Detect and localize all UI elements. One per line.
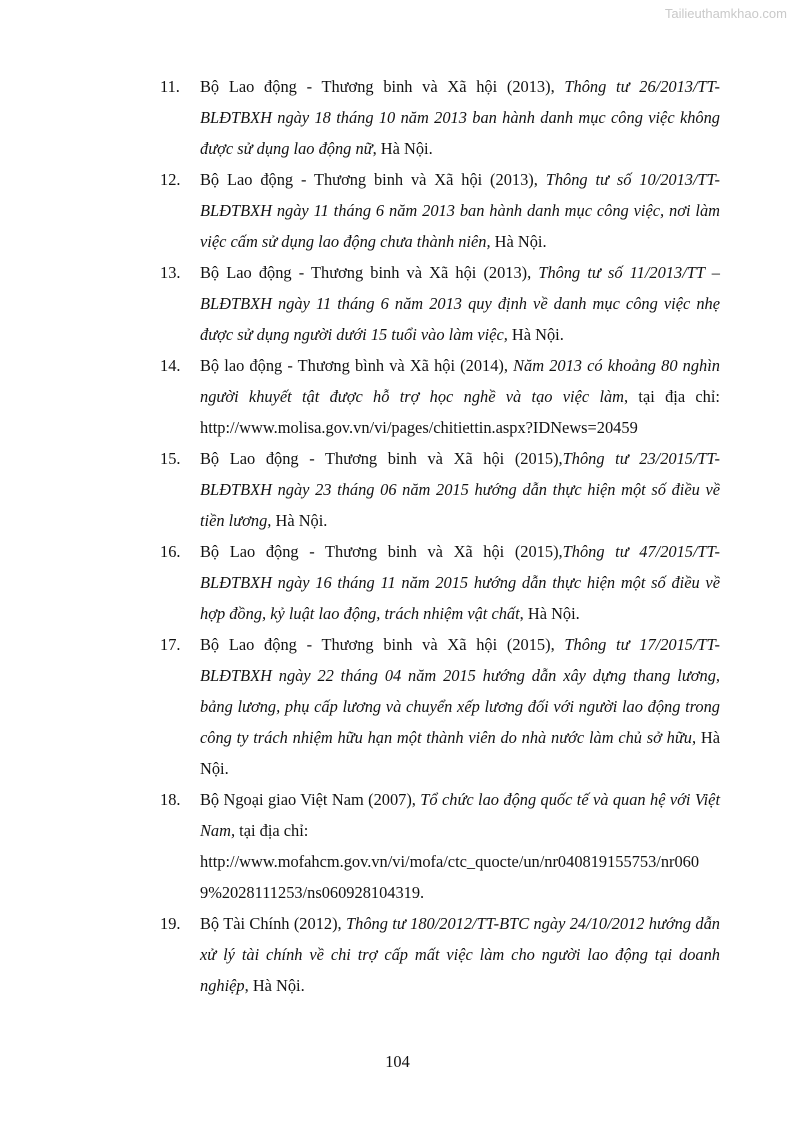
reference-number: 14. — [160, 356, 181, 375]
reference-author: Bộ Lao động - Thương binh và Xã hội (2013), — [200, 77, 565, 96]
reference-title: Thông tư 23/2015/TT-BLĐTBXH ngày 23 tháng 06 năm 2015 hướng dẫn thực hiện một số điều về tiền lương, — [200, 449, 720, 530]
reference-title: Thông tư số 11/2013/TT – BLĐTBXH ngày 11 tháng 6 năm 2013 quy định về danh mục công việc nhẹ được sử dụng người dưới 15 tuổi vào làm việc, — [200, 263, 720, 344]
reference-title: Năm 2013 có khoảng 80 nghìn người khuyết tật được hỗ trợ học nghề và tạo việc làm — [200, 356, 720, 406]
reference-title: Thông tư 17/2015/TT-BLĐTBXH ngày 22 tháng 04 năm 2015 hướng dẫn xây dựng thang lương, bảng lương, phụ cấp lương và chuyển xếp lương đối với người lao động trong công ty trách nhiệm hữu hạn một thành viên do nhà nước làm chủ sở hữu — [200, 635, 720, 747]
reference-item — [160, 257, 720, 350]
watermark: Tailieuthamkhao.com — [664, 6, 787, 21]
reference-item — [160, 164, 720, 257]
reference-number: 16. — [160, 542, 181, 561]
reference-author: Bộ lao động - Thương bình và Xã hội (2014), — [200, 356, 514, 375]
reference-author: Bộ Ngoại giao Việt Nam (2007), — [200, 790, 421, 809]
reference-title: Thông tư số 10/2013/TT-BLĐTBXH ngày 11 tháng 6 năm 2013 ban hành danh mục công việc, nơi làm việc cấm sử dụng lao động chưa thành niên, — [200, 170, 720, 251]
reference-item — [160, 443, 720, 536]
reference-tail: Hà Nội. — [271, 511, 328, 530]
reference-item — [160, 908, 720, 1001]
reference-author: Bộ Lao động - Thương binh và Xã hội (2013), — [200, 263, 539, 282]
reference-author: Bộ Lao động - Thương binh và Xã hội (2015), — [200, 542, 563, 561]
reference-author: Bộ Lao động - Thương binh và Xã hội (2015), — [200, 635, 565, 654]
reference-title: Tổ chức lao động quốc tế và quan hệ với Việt Nam, — [200, 790, 720, 840]
reference-number: 11. — [160, 77, 180, 96]
reference-title: Thông tư 47/2015/TT-BLĐTBXH ngày 16 tháng 11 năm 2015 hướng dẫn thực hiện một số điều về hợp đồng, kỷ luật lao động, trách nhiệm vật chất — [200, 542, 720, 623]
reference-tail: , Hà Nội. — [244, 976, 305, 995]
reference-number: 18. — [160, 790, 181, 809]
reference-author: Bộ Lao động - Thương binh và Xã hội (2013), — [200, 170, 546, 189]
reference-number: 17. — [160, 635, 181, 654]
reference-author: Bộ Lao động - Thương binh và Xã hội (2015), — [200, 449, 563, 468]
reference-item — [160, 71, 720, 164]
reference-tail: Hà Nội. — [507, 325, 564, 344]
reference-number: 12. — [160, 170, 181, 189]
reference-tail: , Hà Nội. — [372, 139, 433, 158]
reference-tail: , tại địa chỉ: http://www.molisa.gov.vn/vi/pages/chitiettin.aspx?IDNews=20459 — [200, 387, 720, 437]
reference-list — [160, 71, 720, 1001]
reference-item — [160, 629, 720, 784]
page-number: 104 — [385, 1052, 410, 1071]
reference-tail: Hà Nội. — [490, 232, 547, 251]
reference-author: Bộ Tài Chính (2012), — [200, 914, 347, 933]
reference-url[interactable]: http://www.mofahcm.gov.vn/vi/mofa/ctc_quocte/un/nr040819155753/nr0609%2028111253/ns060928104319. — [200, 852, 700, 902]
reference-item — [160, 350, 720, 443]
reference-title: Thông tư 180/2012/TT-BTC ngày 24/10/2012 hướng dẫn xử lý tài chính về chi trợ cấp mất việc làm cho người lao động tại doanh nghiệp — [200, 914, 721, 995]
reference-tail: tại địa chỉ: — [235, 821, 309, 840]
reference-item — [160, 784, 720, 908]
reference-tail: , Hà Nội. — [200, 728, 720, 778]
reference-title: Thông tư 26/2013/TT-BLĐTBXH ngày 18 tháng 10 năm 2013 ban hành danh mục công việc không được sử dụng lao động nữ — [200, 77, 720, 158]
reference-number: 15. — [160, 449, 181, 468]
reference-number: 13. — [160, 263, 181, 282]
reference-tail: , Hà Nội. — [519, 604, 580, 623]
reference-item — [160, 536, 720, 629]
reference-number: 19. — [160, 914, 181, 933]
